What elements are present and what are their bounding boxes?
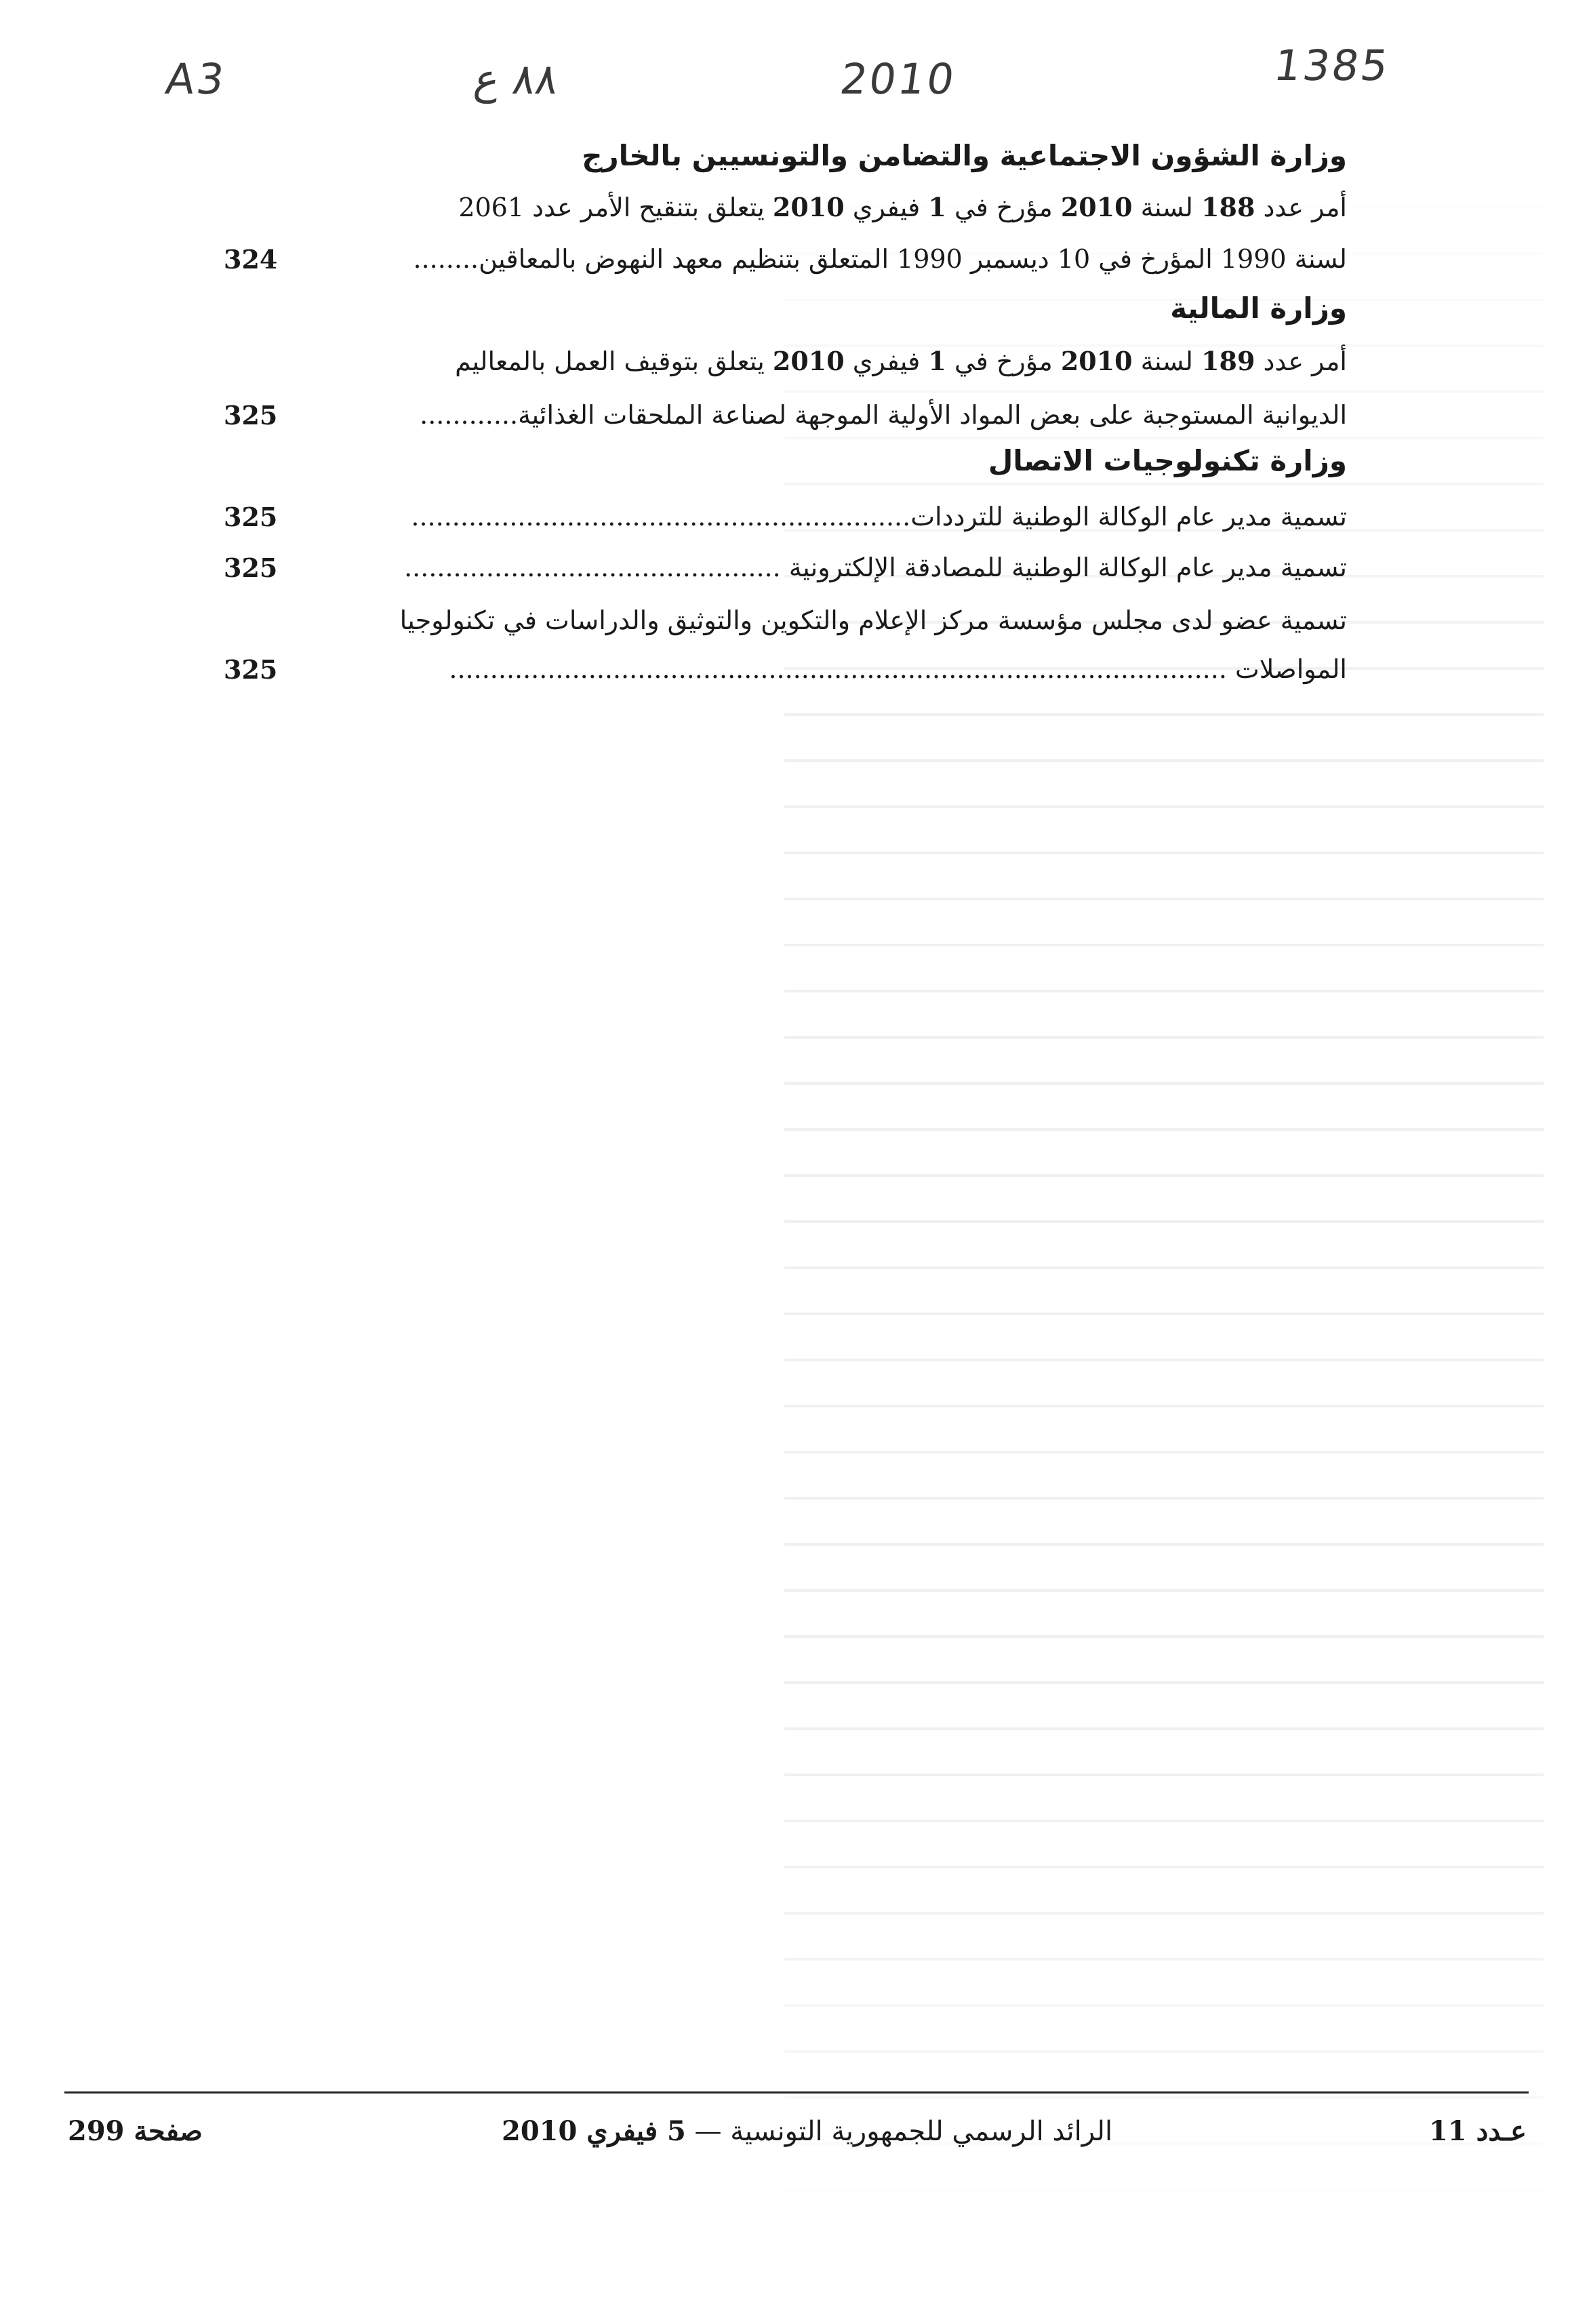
handwritten-mark: 1385 — [1270, 41, 1393, 90]
decree-entry-line: لسنة 1990 المؤرخ في 10 ديسمبر 1990 المتعلق بتنظيم معهد النهوض بالمعاقين........ — [413, 244, 1347, 274]
page-number: 325 — [224, 654, 278, 685]
footer-journal-title: الرائد الرسمي للجمهورية التونسية — 5 فيفري 2010 — [502, 2115, 1113, 2147]
appointment-entry-line: تسمية مدير عام الوكالة الوطنية للمصادقة الإلكترونية .............................................. — [404, 553, 1347, 582]
handwritten-mark: A3 — [162, 54, 229, 104]
page-number: 324 — [224, 244, 278, 275]
reverse-page-bleed-through — [784, 122, 1544, 2258]
appointment-entry-line: تسمية عضو لدى مجلس مؤسسة مركز الإعلام والتكوين والتوثيق والدراسات في تكنولوجيا — [399, 605, 1347, 635]
page-number: 325 — [224, 502, 278, 532]
appointment-entry-line: تسمية مدير عام الوكالة الوطنية للترددات............................................................. — [411, 502, 1347, 532]
footer-issue-label: عـدد 11 — [1429, 2115, 1527, 2147]
handwritten-mark: ٨٨ ع — [470, 54, 562, 104]
handwritten-mark: 2010 — [837, 54, 959, 104]
ministry-heading: وزارة المالية — [1170, 292, 1347, 325]
ministry-heading: وزارة تكنولوجيات الاتصال — [988, 444, 1347, 477]
footer-page-label: صفحة 299 — [68, 2115, 203, 2147]
ministry-heading: وزارة الشؤون الاجتماعية والتضامن والتونسيين بالخارج — [582, 139, 1347, 172]
decree-entry-line: أمر عدد 189 لسنة 2010 مؤرخ في 1 فيفري 2010 يتعلق بتوقيف العمل بالمعاليم — [455, 346, 1347, 376]
appointment-entry-line: المواصلات ............................................................................................... — [449, 654, 1347, 684]
page-number: 325 — [224, 400, 278, 430]
footer-divider — [64, 2091, 1529, 2093]
decree-entry-line: أمر عدد 188 لسنة 2010 مؤرخ في 1 فيفري 2010 يتعلق بتنقيح الأمر عدد 2061 — [458, 192, 1347, 222]
page-number: 325 — [224, 553, 278, 583]
decree-entry-line: الديوانية المستوجبة على بعض المواد الأولية الموجهة لصناعة الملحقات الغذائية............ — [420, 400, 1347, 430]
